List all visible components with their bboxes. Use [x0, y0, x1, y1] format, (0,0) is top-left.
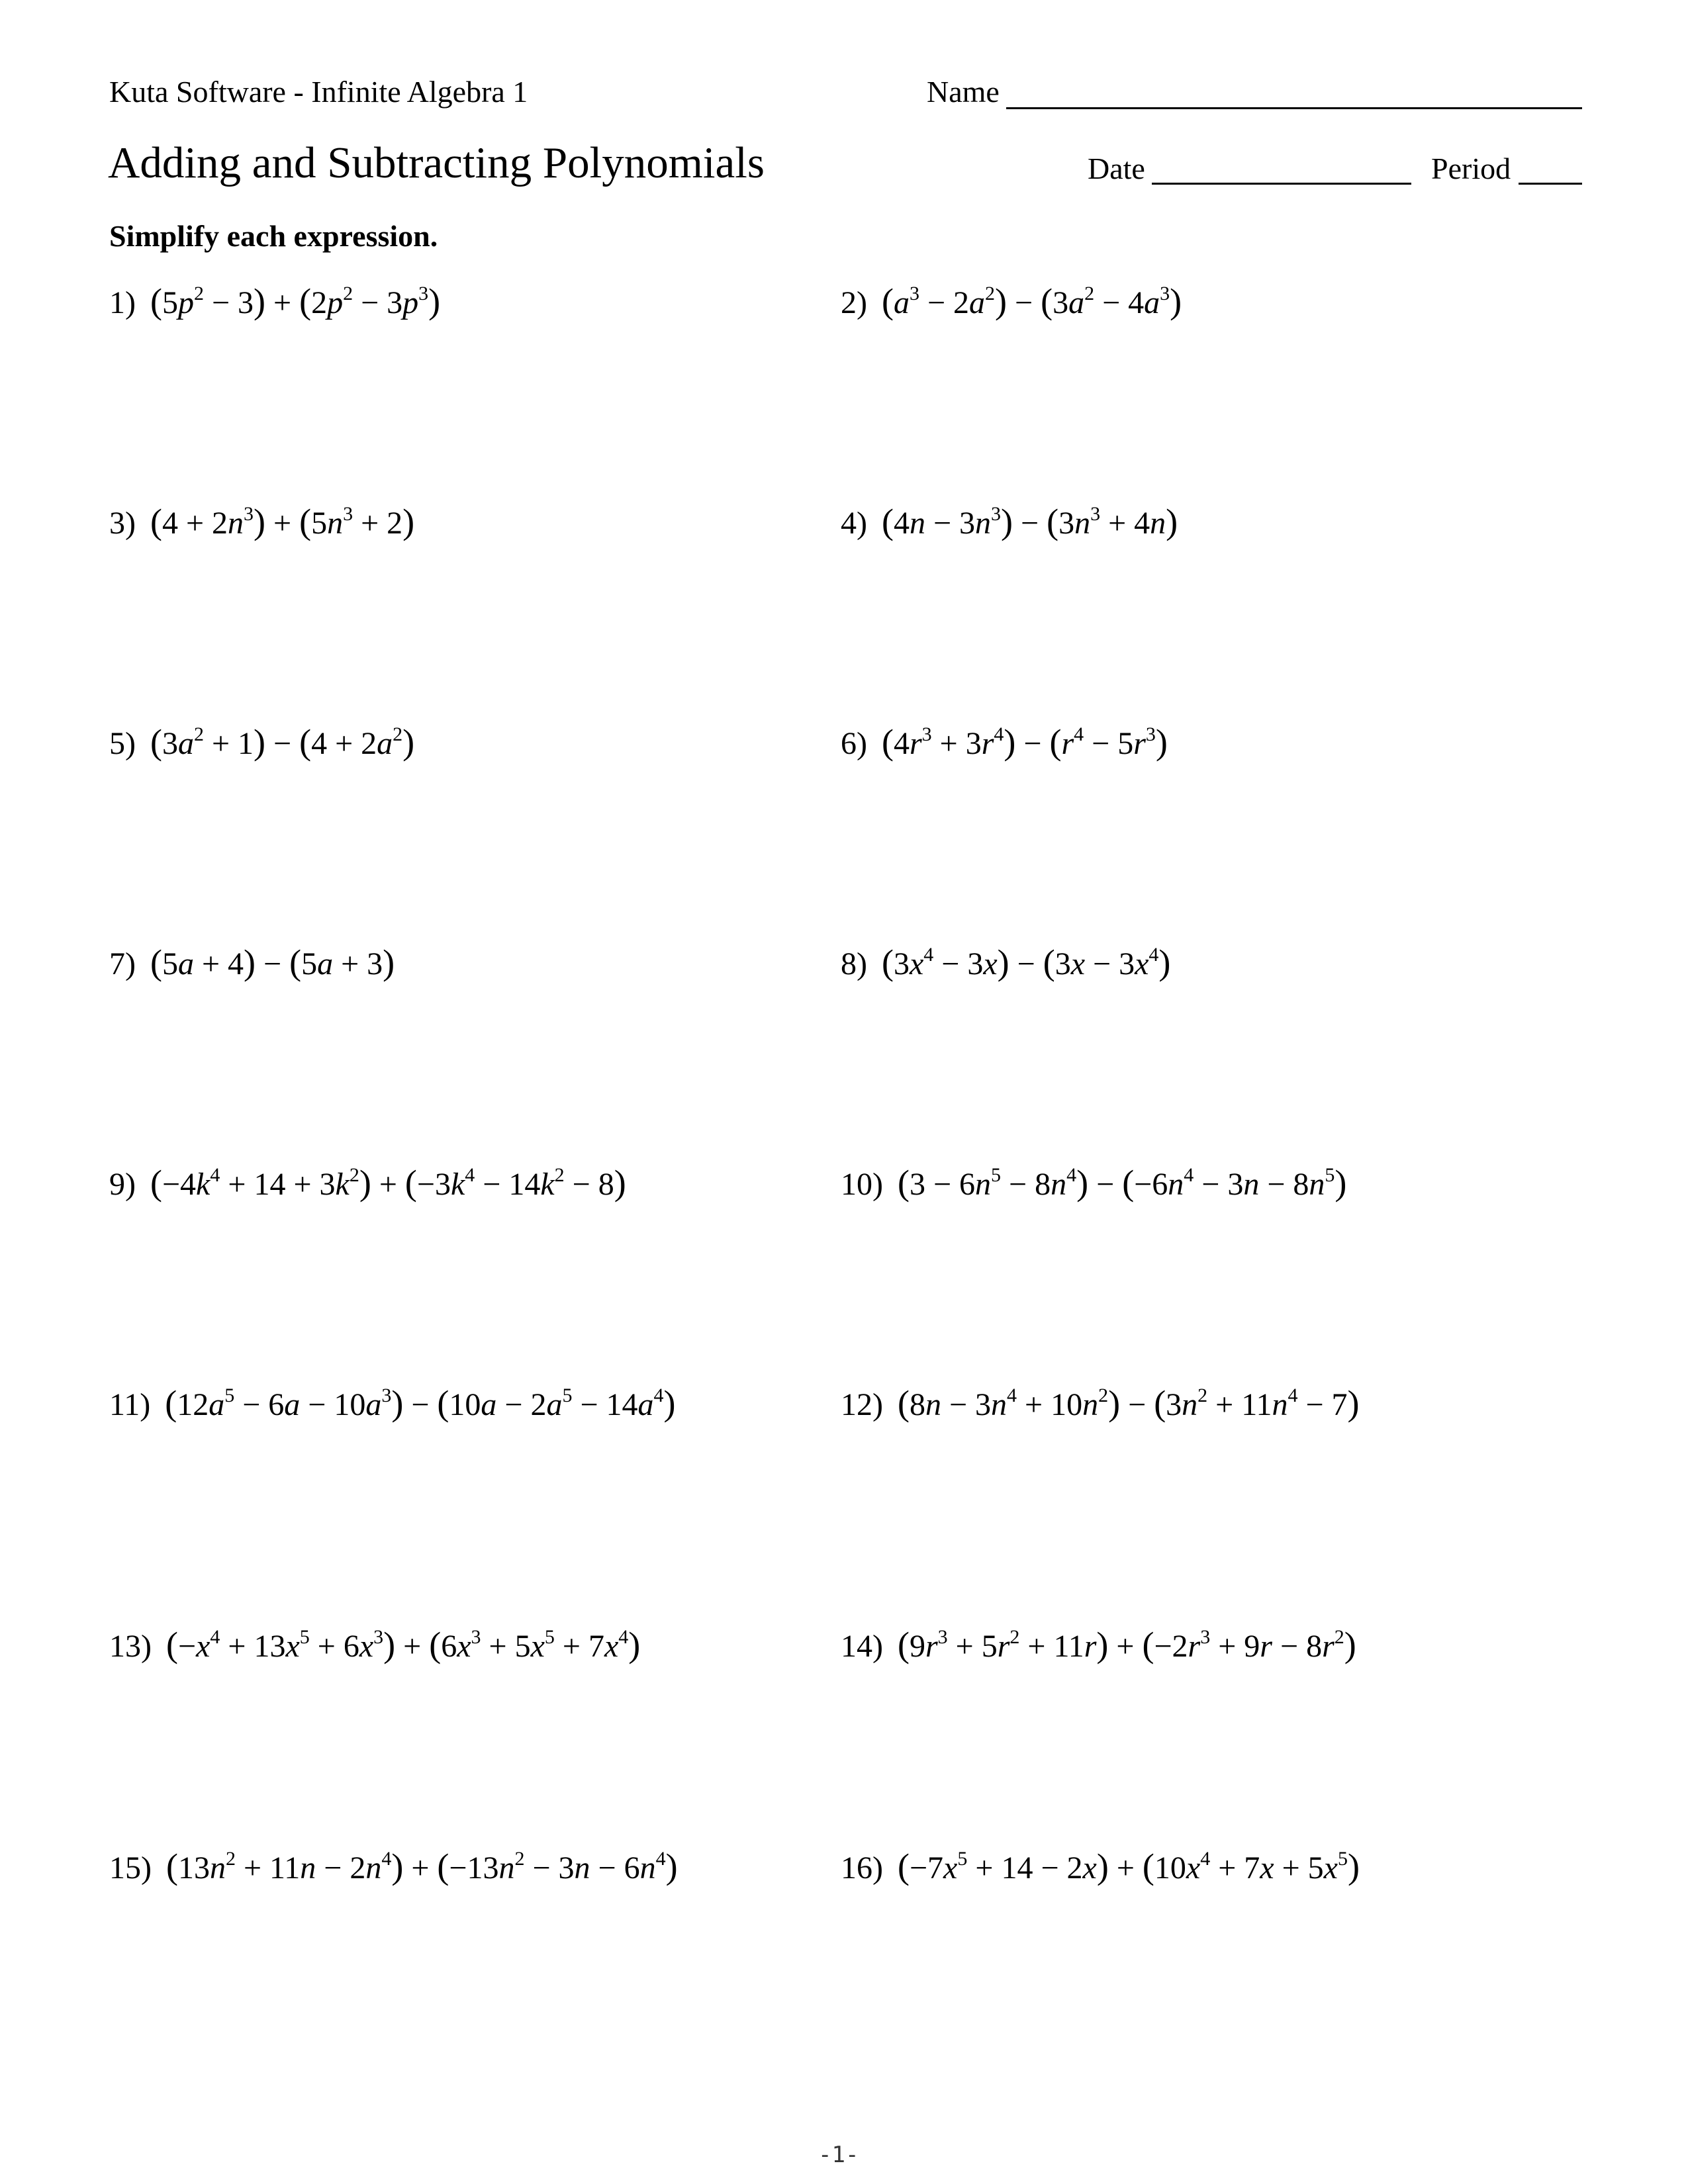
date-label: Date: [1088, 152, 1145, 185]
problem-number: 13): [109, 1629, 152, 1664]
problem-expression: $(3a^2 + 1) - (4 + 2a^2)$: [150, 722, 415, 762]
problem-expression: $(9r^3 + 5r^2 + 11r) + (-2r^3 + 9r - 8r^2)$: [897, 1625, 1356, 1664]
problem-number: 3): [109, 506, 136, 541]
problem-12: [841, 1383, 1360, 1425]
problem-number: 14): [841, 1629, 883, 1664]
problem-number: 1): [109, 285, 136, 320]
problem-expression: $(3x^4 - 3x) - (3x - 3x^4)$: [881, 942, 1171, 982]
problem-number: 11): [109, 1387, 151, 1422]
problem-number: 12): [841, 1387, 883, 1422]
problem-expression: $(-7x^5 + 14 - 2x) + (10x^4 + 7x + 5x^5)$: [897, 1846, 1360, 1886]
problem-expression: $(4 + 2n^3) + (5n^3 + 2)$: [150, 502, 415, 541]
problem-number: 15): [109, 1850, 152, 1886]
problem-expression: $(5p^2 - 3) + (2p^2 - 3p^3)$: [150, 281, 441, 321]
instructions: Simplify each expression.: [109, 219, 438, 253]
problem-number: 7): [109, 946, 136, 981]
name-blank-line: [1006, 107, 1582, 109]
period-label: Period: [1431, 152, 1511, 185]
problem-expression: $(3 - 6n^5 - 8n^4) - (-6n^4 - 3n - 8n^5)$: [897, 1163, 1347, 1203]
problem-number: 16): [841, 1850, 883, 1886]
name-label: Name: [927, 75, 1000, 109]
problem-expression: $(4r^3 + 3r^4) - (r^4 - 5r^3)$: [881, 722, 1168, 762]
worksheet-title: Adding and Subtracting Polynomials: [108, 138, 765, 187]
problem-8: [841, 942, 1170, 984]
period-blank-line: [1519, 183, 1582, 185]
problem-expression: $(4n - 3n^3) - (3n^3 + 4n)$: [881, 502, 1178, 541]
problem-number: 4): [841, 506, 867, 541]
problem-11: [109, 1383, 676, 1425]
problem-9: [109, 1163, 626, 1205]
problem-10: [841, 1163, 1346, 1205]
problem-number: 10): [841, 1167, 883, 1202]
problem-number: 5): [109, 726, 136, 761]
software-title: Kuta Software - Infinite Algebra 1: [109, 75, 528, 109]
problem-3: [109, 502, 414, 543]
problem-expression: $(13n^2 + 11n - 2n^4) + (-13n^2 - 3n - 6n^4)$: [165, 1846, 678, 1886]
problem-7: [109, 942, 395, 984]
problem-4: [841, 502, 1178, 543]
problem-5: [109, 722, 414, 764]
problem-number: 8): [841, 946, 867, 981]
problem-number: 2): [841, 285, 867, 320]
problem-expression: $(8n - 3n^4 + 10n^2) - (3n^2 + 11n^4 - 7)$: [897, 1383, 1360, 1423]
page-number: -1-: [818, 2142, 859, 2168]
problem-16: [841, 1846, 1360, 1888]
problem-1: [109, 281, 440, 323]
problem-expression: $(a^3 - 2a^2) - (3a^2 - 4a^3)$: [881, 281, 1182, 321]
problem-number: 6): [841, 726, 867, 761]
problem-2: [841, 281, 1182, 323]
problem-6: [841, 722, 1168, 764]
problem-expression: $(-4k^4 + 14 + 3k^2) + (-3k^4 - 14k^2 - 8)$: [150, 1163, 626, 1203]
problem-expression: $(12a^5 - 6a - 10a^3) - (10a - 2a^5 - 14a^4)$: [165, 1383, 676, 1423]
date-blank-line: [1152, 183, 1411, 185]
problem-expression: (5a + 4) − (5a + 3): [150, 942, 395, 982]
problem-13: [109, 1625, 640, 1666]
problem-expression: $(-x^4 + 13x^5 + 6x^3) + (6x^3 + 5x^5 + 7x^4)$: [165, 1625, 641, 1664]
problem-14: [841, 1625, 1356, 1666]
problem-number: 9): [109, 1167, 136, 1202]
problem-15: [109, 1846, 678, 1888]
